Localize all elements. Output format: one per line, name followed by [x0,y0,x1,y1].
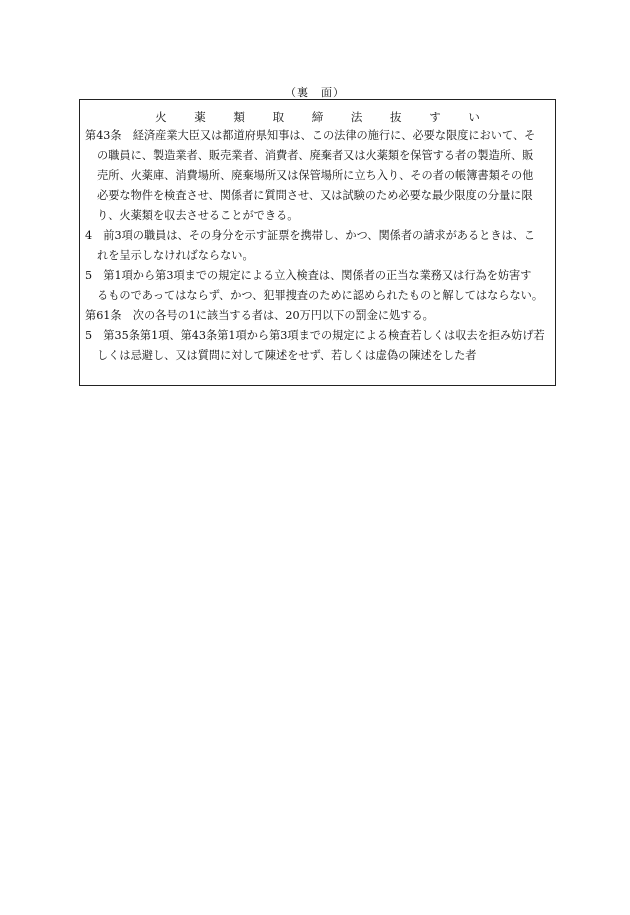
article-61-line-1: 第61条 次の各号の1に該当する者は、20万円以下の罰金に処する。 [85,309,434,322]
paragraph-4-line-1: 4 前3項の職員は、その身分を示す証票を携帯し、かつ、関係者の請求があるときは、こ [85,229,536,242]
article-43-line-4: 必要な物件を検査させ、関係者に質問させ、又は試験のため必要な最少限度の分量に限 [97,189,533,202]
item-5-line-1: 5 第35条第1項、第43条第1項から第3項までの規定による検査若しくは収去を拒み妨げ若 [85,329,545,342]
paragraph-4-line-2: れを呈示しなければならない。 [97,249,254,262]
page-side-label: （裏 面） [285,86,345,99]
paragraph-5-line-2: るものであってはならず、かつ、犯罪捜査のために認められたものと解してはならない。 [97,289,544,302]
article-43-line-2: の職員に、製造業者、販売業者、消費者、廃棄者又は火薬類を保管する者の製造所、販 [97,149,534,162]
document-title: 火 薬 類 取 締 法 抜 す い [155,110,492,124]
article-43-line-5: り、火薬類を収去させることができる。 [97,209,299,222]
article-43-line-3: 売所、火薬庫、消費場所、廃棄場所又は保管場所に立ち入り、その者の帳簿書類その他 [97,169,534,182]
paragraph-5-line-1: 5 第1項から第3項までの規定による立入検査は、関係者の正当な業務又は行為を妨害す [85,269,532,282]
item-5-line-2: しくは忌避し、又は質問に対して陳述をせず、若しくは虚偽の陳述をした者 [97,349,477,362]
article-43-line-1: 第43条 経済産業大臣又は都道府県知事は、この法律の施行に、必要な限度において、そ [85,129,536,142]
law-excerpt-box [79,99,556,386]
